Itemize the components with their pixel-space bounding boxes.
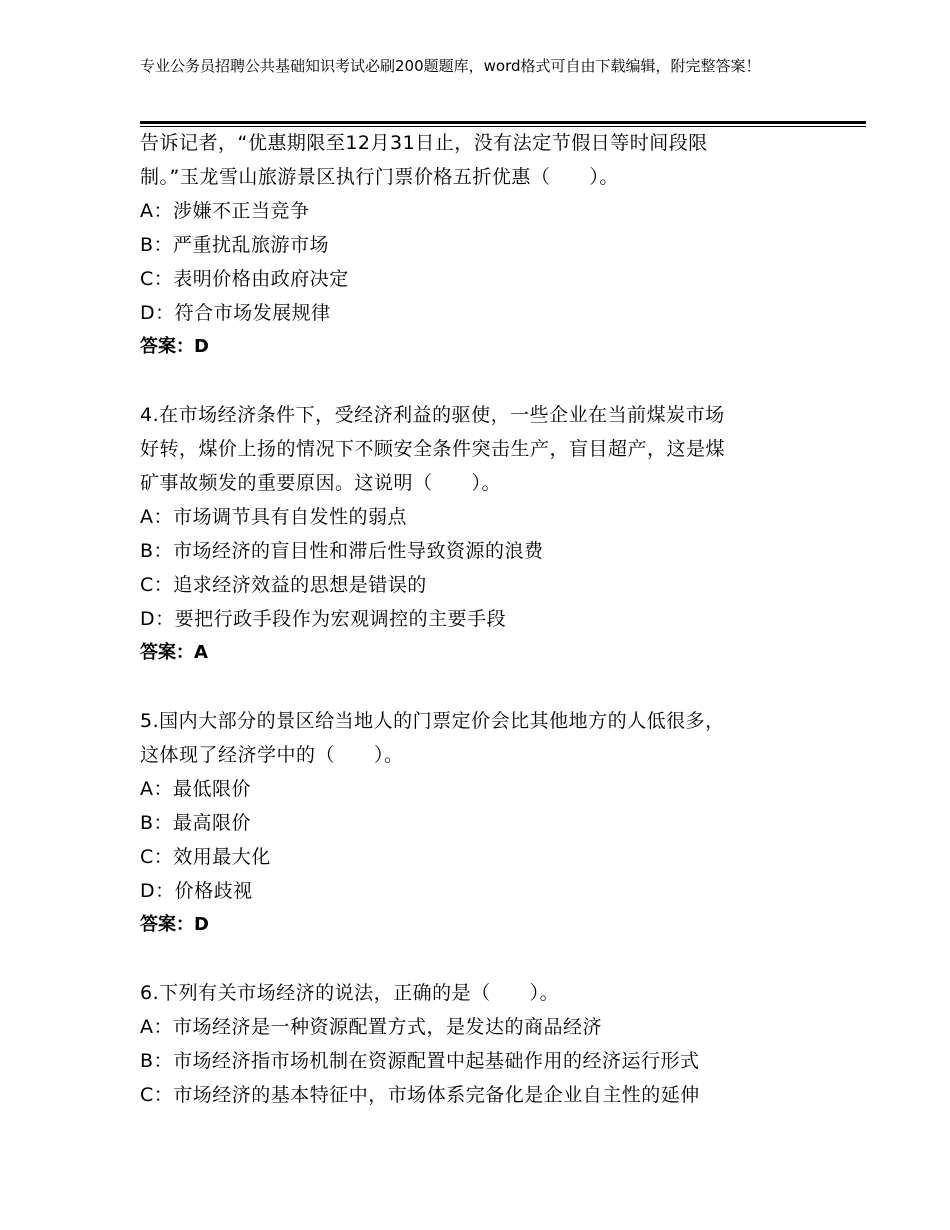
option-b: B：市场经济指市场机制在资源配置中起基础作用的经济运行形式 bbox=[140, 1050, 700, 1072]
option-c: C：市场经济的基本特征中，市场体系完备化是企业自主性的延伸 bbox=[140, 1084, 700, 1106]
answer-label: 答案：D bbox=[140, 336, 209, 357]
option-b: B：市场经济的盲目性和滞后性导致资源的浪费 bbox=[140, 540, 544, 562]
answer-label: 答案：A bbox=[140, 642, 208, 663]
header-divider-thick bbox=[140, 121, 866, 124]
question-stem-line: 制。”玉龙雪山旅游景区执行门票价格五折优惠（ ）。 bbox=[140, 166, 619, 188]
question-stem-line: 矿事故频发的重要原因。这说明（ ）。 bbox=[140, 472, 502, 494]
answer-label: 答案：D bbox=[140, 914, 209, 935]
option-a: A：最低限价 bbox=[140, 778, 251, 800]
question-4 bbox=[140, 398, 840, 670]
question-5 bbox=[140, 704, 840, 942]
option-d: D：符合市场发展规律 bbox=[140, 302, 331, 324]
question-3 bbox=[140, 126, 840, 364]
option-a: A：市场经济是一种资源配置方式，是发达的商品经济 bbox=[140, 1016, 602, 1038]
option-d: D：要把行政手段作为宏观调控的主要手段 bbox=[140, 608, 507, 630]
question-stem-line: 好转，煤价上扬的情况下不顾安全条件突击生产，盲目超产，这是煤 bbox=[140, 438, 726, 460]
question-stem-line: 5.国内大部分的景区给当地人的门票定价会比其他地方的人低很多， bbox=[140, 710, 725, 732]
option-d: D：价格歧视 bbox=[140, 880, 253, 902]
question-stem-line: 6.下列有关市场经济的说法，正确的是（ ）。 bbox=[140, 982, 560, 1004]
question-stem-line: 4.在市场经济条件下，受经济利益的驱使，一些企业在当前煤炭市场 bbox=[140, 404, 725, 426]
question-stem-line: 这体现了经济学中的（ ）。 bbox=[140, 744, 404, 766]
option-c: C：效用最大化 bbox=[140, 846, 271, 868]
option-c: C：表明价格由政府决定 bbox=[140, 268, 349, 290]
question-stem-line: 告诉记者，“优惠期限至12月31日止，没有法定节假日等时间段限 bbox=[140, 132, 708, 154]
question-list bbox=[140, 126, 840, 1112]
document-header-note: 专业公务员招聘公共基础知识考试必刷200题题库，word格式可自由下载编辑，附完整答案！ bbox=[140, 57, 761, 75]
option-b: B：严重扰乱旅游市场 bbox=[140, 234, 330, 256]
option-a: A：涉嫌不正当竞争 bbox=[140, 200, 310, 222]
option-b: B：最高限价 bbox=[140, 812, 252, 834]
option-c: C：追求经济效益的思想是错误的 bbox=[140, 574, 427, 596]
question-6 bbox=[140, 976, 840, 1112]
option-a: A：市场调节具有自发性的弱点 bbox=[140, 506, 407, 528]
